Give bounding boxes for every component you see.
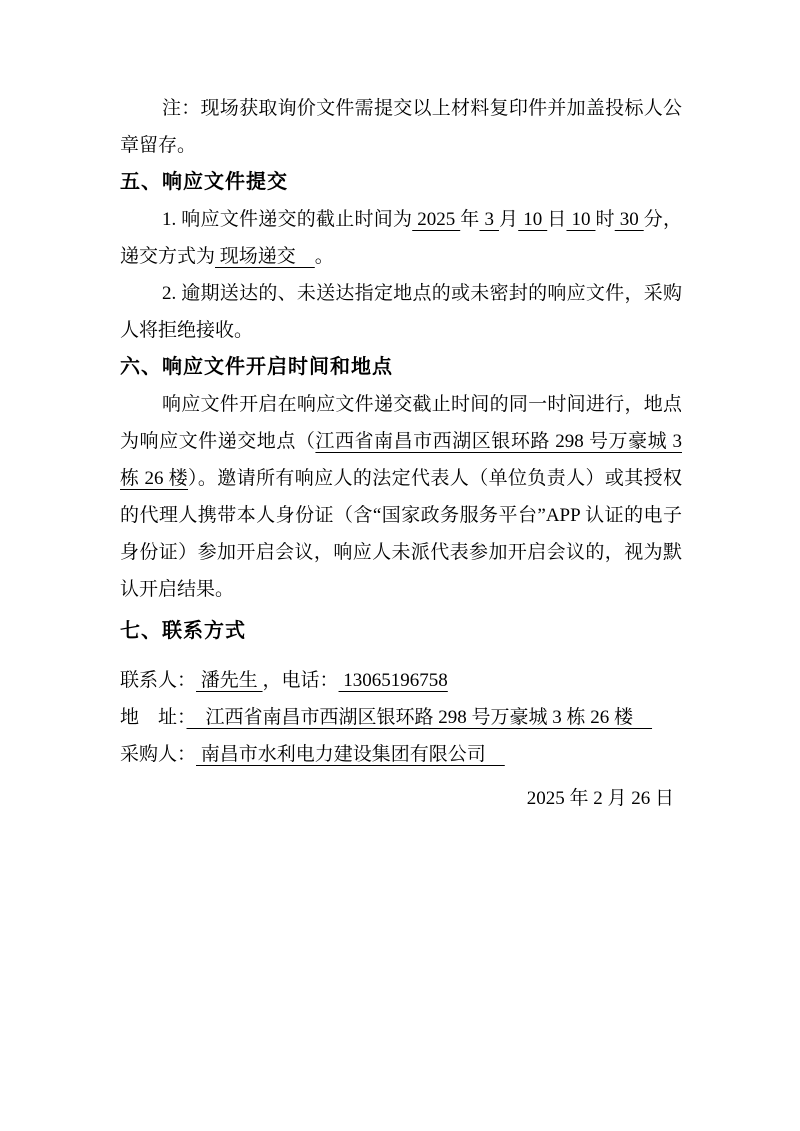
section-7-heading: 七、联系方式 — [120, 620, 246, 642]
deadline-year-unit: 年 — [460, 209, 480, 230]
phone-number-value: 13065196758 — [338, 670, 448, 691]
opening-paragraph — [120, 386, 682, 608]
deadline-hour-value: 10 — [566, 209, 596, 230]
deadline-month-value: 3 — [479, 209, 499, 230]
deadline-minute-value: 30 — [614, 209, 644, 230]
purchaser-label: 采购人： — [120, 744, 197, 765]
sign-date: 2025 年 2 月 26 日 — [526, 788, 674, 809]
late-delivery-paragraph: 2. 逾期送达的、未送达指定地点的或未密封的响应文件，采购人将拒绝接收。 — [120, 283, 682, 341]
purchaser-row — [120, 736, 682, 773]
address-label: 地 址： — [120, 707, 187, 728]
deadline-suffix: 。 — [314, 246, 334, 267]
opening-text-before: 响应文件开启在响应文件递交截止时间的同一时间进行，地点为响应文件递交地点（ — [120, 394, 682, 452]
address-value: 江西省南昌市西湖区银环路 298 号万豪城 3 栋 26 楼 — [186, 707, 653, 728]
deadline-minute-unit: 分，递交方式为 — [120, 209, 682, 267]
deadline-hour-unit: 时 — [595, 209, 615, 230]
section-5-heading: 五、响应文件提交 — [120, 171, 288, 193]
contact-person-label: 联系人： — [120, 670, 197, 691]
address-row — [120, 699, 682, 736]
opening-text-after: ）。邀请所有响应人的法定代表人（单位负责人）或其授权的代理人携带本人身份证（含“国家政务服务平台”APP 认证的电子身份证）参加开启会议，响应人未派代表参加开启会议的，视为默认开启结果。 — [120, 468, 682, 600]
delivery-method-value: 现场递交 — [215, 246, 315, 267]
deadline-prefix: 1. 响应文件递交的截止时间为 — [162, 209, 413, 230]
note-paragraph: 注：现场获取询价文件需提交以上材料复印件并加盖投标人公章留存。 — [120, 98, 682, 156]
section-6-heading: 六、响应文件开启时间和地点 — [120, 356, 393, 378]
deadline-day-unit: 日 — [547, 209, 567, 230]
opening-address-value: 江西省南昌市西湖区银环路 298 号万豪城 3 栋 26 楼 — [120, 431, 682, 489]
deadline-month-unit: 月 — [498, 209, 519, 230]
deadline-day-value: 10 — [518, 209, 548, 230]
purchaser-value: 南昌市水利电力建设集团有限公司 — [196, 744, 505, 765]
document-page — [120, 90, 682, 817]
deadline-paragraph — [120, 201, 682, 275]
contact-person-value: 潘先生 — [196, 670, 263, 691]
contact-person-row — [120, 662, 682, 699]
phone-label: ，电话： — [262, 670, 339, 691]
deadline-year-value: 2025 — [412, 209, 461, 230]
